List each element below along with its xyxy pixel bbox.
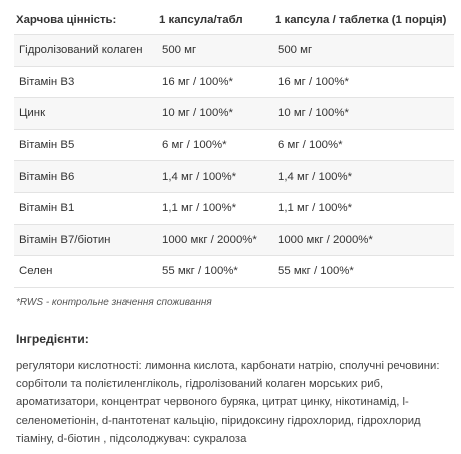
- ingredients-text: регулятори кислотності: лимонна кислота, карбонати натрію, сполучні речовини: сорбітоли та полієтиленгліколь, гідролізований колаген морських риб, ароматизатори, концентрат червоного буряка, цитрат цинку, нікотинамід, l-селенометіонін, d-пантотенат кальцію, піридоксину гідрохлорид, гідрохлорид тіаміну, d-біотин , підсолоджувач: сукралоза: [16, 360, 440, 445]
- nutrient-name-cell: Гідролізований колаген: [14, 35, 157, 67]
- table-row: [14, 192, 454, 224]
- per-capsule-cell: 55 мкг / 100%*: [157, 256, 273, 288]
- table-row: [14, 256, 454, 288]
- per-capsule-cell: 500 мг: [157, 35, 273, 67]
- table-row: [14, 224, 454, 256]
- per-serving-cell: 55 мкг / 100%*: [273, 256, 454, 288]
- nutrient-name-cell: Вітамін B6: [14, 161, 157, 193]
- per-capsule-cell: 1,4 мг / 100%*: [157, 161, 273, 193]
- table-header-row: [14, 6, 454, 35]
- column-header-per-serving: 1 капсула / таблетка (1 порція): [273, 6, 454, 35]
- nutrient-name-cell: Цинк: [14, 98, 157, 130]
- per-serving-cell: 16 мг / 100%*: [273, 66, 454, 98]
- per-serving-cell: 1000 мкг / 2000%*: [273, 224, 454, 256]
- per-capsule-cell: 16 мг / 100%*: [157, 66, 273, 98]
- table-row: [14, 66, 454, 98]
- per-serving-cell: 6 мг / 100%*: [273, 129, 454, 161]
- per-capsule-cell: 6 мг / 100%*: [157, 129, 273, 161]
- per-serving-cell: 10 мг / 100%*: [273, 98, 454, 130]
- nutrient-name-cell: Вітамін B7/біотин: [14, 224, 157, 256]
- table-row: [14, 129, 454, 161]
- per-capsule-cell: 1,1 мг / 100%*: [157, 192, 273, 224]
- table-row: [14, 35, 454, 67]
- table-row: [14, 98, 454, 130]
- per-capsule-cell: 10 мг / 100%*: [157, 98, 273, 130]
- per-serving-cell: 1,1 мг / 100%*: [273, 192, 454, 224]
- nutrient-name-cell: Вітамін B1: [14, 192, 157, 224]
- per-capsule-cell: 1000 мкг / 2000%*: [157, 224, 273, 256]
- nutrient-name-cell: Вітамін B5: [14, 129, 157, 161]
- table-row: [14, 161, 454, 193]
- rws-footnote: *RWS - контрольне значення споживання: [16, 297, 212, 308]
- nutrient-name-cell: Вітамін B3: [14, 66, 157, 98]
- nutrition-table: [14, 6, 454, 288]
- nutrient-name-cell: Селен: [14, 256, 157, 288]
- per-serving-cell: 1,4 мг / 100%*: [273, 161, 454, 193]
- per-serving-cell: 500 мг: [273, 35, 454, 67]
- column-header-nutrition: Харчова цінність:: [14, 6, 157, 35]
- ingredients-heading: Інгредієнти:: [16, 332, 89, 346]
- column-header-per-capsule: 1 капсула/табл: [157, 6, 273, 35]
